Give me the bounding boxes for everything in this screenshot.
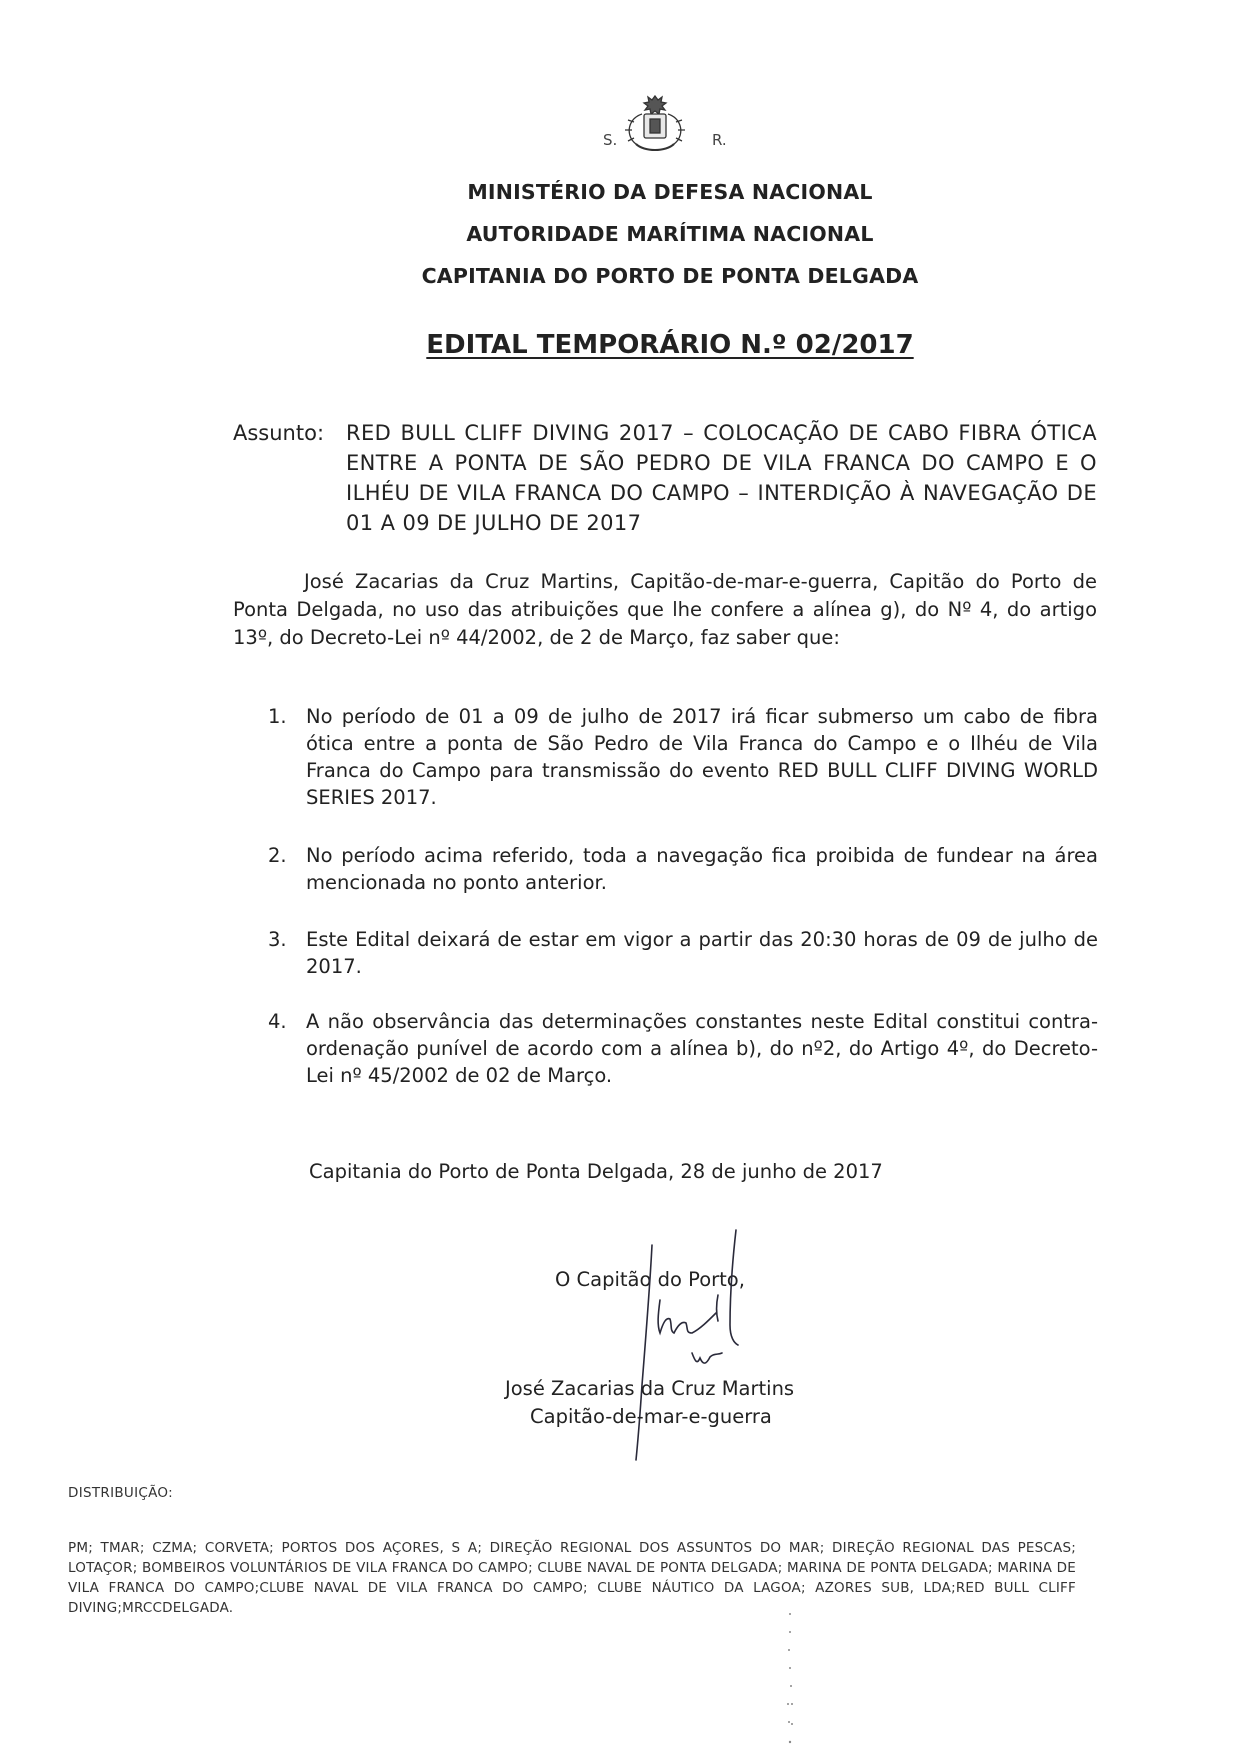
handwritten-signature-icon <box>600 1225 760 1465</box>
list-item-number: 1. <box>268 705 287 728</box>
list-item-number: 3. <box>268 928 287 951</box>
list-item-text: No período acima referido, toda a navegação fica proibida de fundear na área mencionada no ponto anterior. <box>306 844 1098 894</box>
signatory-rank: Capitão-de-mar-e-guerra <box>530 1405 772 1428</box>
list-item-text: No período de 01 a 09 de julho de 2017 irá ficar submerso um cabo de fibra ótica entre a ponta de São Pedro de Vila Franca do Campo e o Ilhéu de Vila Franca do Campo para transmissão do evento RED BULL CLIFF DIVING WORLD SERIES 2017. <box>306 705 1098 809</box>
coat-of-arms-icon <box>620 92 690 154</box>
list-item-number: 2. <box>268 844 287 867</box>
authority-heading: AUTORIDADE MARÍTIMA NACIONAL <box>466 222 874 246</box>
subject-label: Assunto: <box>233 421 325 445</box>
intro-paragraph: José Zacarias da Cruz Martins, Capitão-de-mar-e-guerra, Capitão do Porto de Ponta Delgada, no uso das atribuições que lhe confere a alínea g), do Nº 4, do artigo 13º, do Decreto-Lei nº 44/2002, de 2 de Março, faz saber que: <box>233 570 1097 649</box>
crest-left-letter: S. <box>603 131 618 149</box>
signatory-title: O Capitão do Porto, <box>555 1268 745 1291</box>
crest-right-letter: R. <box>712 131 727 149</box>
subject-text: RED BULL CLIFF DIVING 2017 – COLOCAÇÃO DE CABO FIBRA ÓTICA ENTRE A PONTA DE SÃO PEDRO DE VILA FRANCA DO CAMPO E O ILHÉU DE VILA FRANCA DO CAMPO – INTERDIÇÃO À NAVEGAÇÃO DE 01 A 09 DE JULHO DE 2017 <box>346 421 1097 535</box>
distribution-label: DISTRIBUIÇÃO: <box>68 1485 173 1501</box>
list-item-number: 4. <box>268 1010 287 1033</box>
captaincy-heading: CAPITANIA DO PORTO DE PONTA DELGADA <box>421 264 919 288</box>
list-item-text: A não observância das determinações constantes neste Edital constitui contra-ordenação punível de acordo com a alínea b), do nº2, do Artigo 4º, do Decreto-Lei nº 45/2002 de 02 de Março. <box>306 1010 1098 1087</box>
scan-margin-marks-icon <box>780 1610 800 1750</box>
distribution-list: PM; TMAR; CZMA; CORVETA; PORTOS DOS AÇORES, S A; DIREÇÃO REGIONAL DOS ASSUNTOS DO MAR; DIREÇÃO REGIONAL DAS PESCAS; LOTAÇOR; BOMBEIROS VOLUNTÁRIOS DE VILA FRANCA DO CAMPO; CLUBE NAVAL DE PONTA DELGADA; MARINA DE PONTA DELGADA; MARINA DE VILA FRANCA DO CAMPO;CLUBE NAVAL DE VILA FRANCA DO CAMPO; CLUBE NÁUTICO DA LAGOA; AZORES SUB, LDA;RED BULL CLIFF DIVING;MRCCDELGADA. <box>68 1540 1076 1616</box>
document-title: EDITAL TEMPORÁRIO N.º 02/2017 <box>426 330 914 360</box>
list-item-text: Este Edital deixará de estar em vigor a partir das 20:30 horas de 09 de julho de 2017. <box>306 928 1098 978</box>
ministry-heading: MINISTÉRIO DA DEFESA NACIONAL <box>467 180 873 204</box>
place-date: Capitania do Porto de Ponta Delgada, 28 de junho de 2017 <box>309 1160 883 1183</box>
signatory-name: José Zacarias da Cruz Martins <box>505 1377 795 1400</box>
